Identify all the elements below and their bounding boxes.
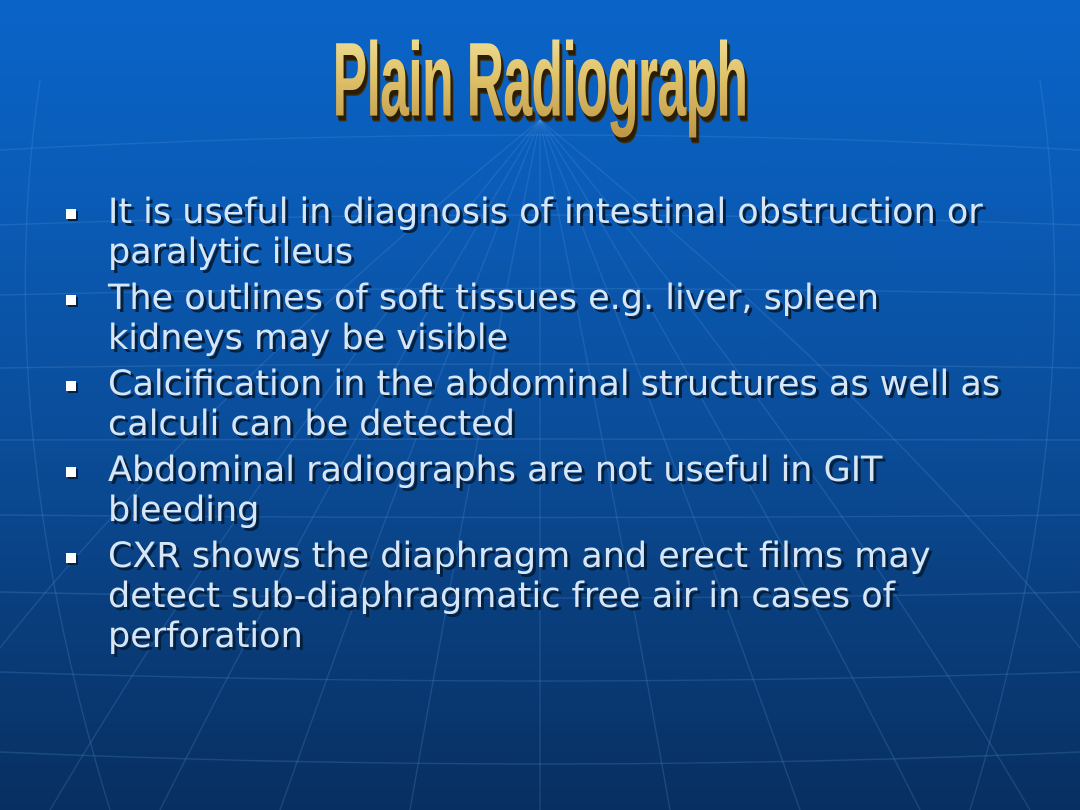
bullet-square-icon [66,209,76,219]
bullet-text: The outlines of soft tissues e.g. liver, spleen kidneys may be visible [108,278,880,358]
slide-title: Plain Radiograph [151,8,929,154]
bullet-square-icon [66,295,76,305]
bullet-item [64,192,1024,272]
bullet-square-icon [66,553,76,563]
bullet-text: CXR shows the diaphragm and erect films may detect sub-diaphragmatic free air in cases of perforation [108,536,931,656]
bullet-text: Calcification in the abdominal structures as well as calculi can be detected [108,364,1001,444]
bullet-item [64,450,1024,530]
bullet-text: It is useful in diagnosis of intestinal obstruction or paralytic ileus [108,192,983,272]
bullet-item [64,364,1024,444]
bullet-square-icon [66,381,76,391]
bullet-list [64,192,1024,662]
bullet-item [64,536,1024,656]
bullet-item [64,278,1024,358]
bullet-text: Abdominal radiographs are not useful in GIT bleeding [108,450,883,530]
bullet-square-icon [66,467,76,477]
